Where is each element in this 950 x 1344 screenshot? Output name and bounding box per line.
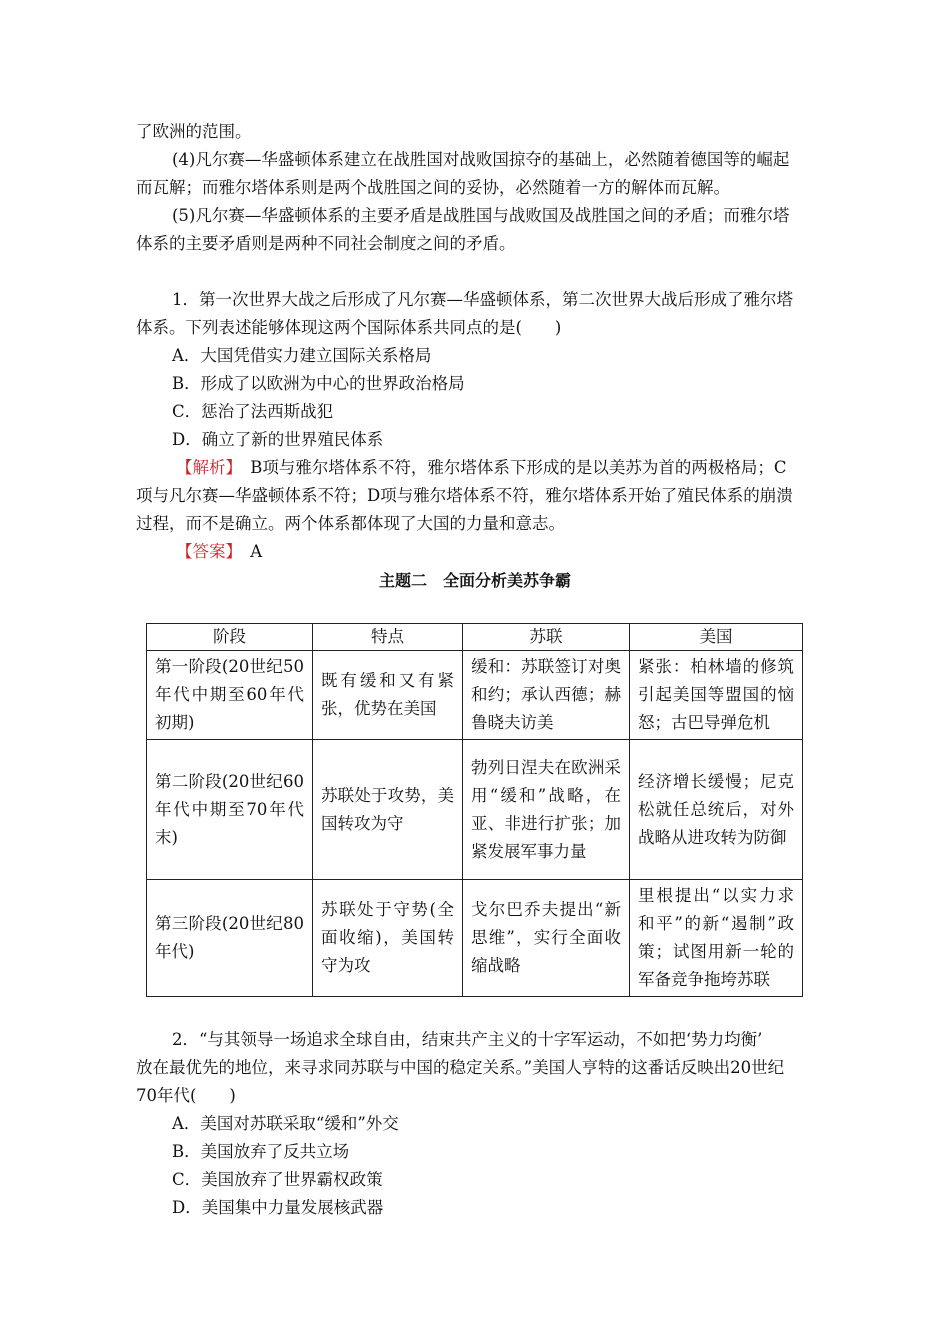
question-1-option-c: C．惩治了法西斯战犯 [172, 402, 334, 421]
table-cell: 缓和：苏联签订对奥和约；承认西德；赫鲁晓夫访美 [463, 651, 630, 740]
question-1-option-b: B．形成了以欧洲为中心的世界政治格局 [172, 374, 465, 393]
answer-line [176, 541, 262, 563]
table-cell: 苏联处于攻势，美国转攻为守 [313, 740, 463, 880]
header-ussr: 苏联 [463, 624, 630, 651]
intro-line-5: 体系的主要矛盾则是两种不同社会制度之间的矛盾。 [136, 234, 516, 253]
intro-line-4: (5)凡尔赛—华盛顿体系的主要矛盾是战胜国与战败国及战胜国之间的矛盾；而雅尔塔 [172, 206, 790, 225]
analysis-tag: 【解析】 [176, 458, 234, 477]
table-cell: 里根提出“以实力求和平”的新“遏制”政策；试图用新一轮的军备竞争拖垮苏联 [630, 880, 803, 997]
question-1-stem-line-2: 体系。下列表述能够体现这两个国际体系共同点的是( ) [136, 318, 562, 337]
question-1-option-a: A．大国凭借实力建立国际关系格局 [172, 346, 432, 365]
table-cell: 戈尔巴乔夫提出“新思维”，实行全面收缩战略 [463, 880, 630, 997]
question-2-option-a: A．美国对苏联采取“缓和”外交 [172, 1114, 399, 1133]
analysis-line-3: 过程，而不是确立。两个体系都体现了大国的力量和意志。 [136, 514, 565, 533]
section-title: 主题二 全面分析美苏争霸 [378, 571, 571, 590]
table-cell: 第二阶段(20世纪60年代中期至70年代末) [147, 740, 313, 880]
table-cell: 既有缓和又有紧张，优势在美国 [313, 651, 463, 740]
table-cell: 第三阶段(20世纪80年代) [147, 880, 313, 997]
header-stage: 阶段 [147, 624, 313, 651]
header-feature: 特点 [313, 624, 463, 651]
table-cell: 经济增长缓慢；尼克松就任总统后，对外战略从进攻转为防御 [630, 740, 803, 880]
table-cell: 第一阶段(20世纪50年代中期至60年代初期) [147, 651, 313, 740]
table-row [147, 740, 803, 880]
intro-line-1: 了欧洲的范围。 [136, 122, 252, 141]
table-cell: 紧张：柏林墙的修筑引起美国等盟国的恼怒；古巴导弹危机 [630, 651, 803, 740]
question-2-option-d: D．美国集中力量发展核武器 [172, 1198, 384, 1217]
question-1-option-d: D．确立了新的世界殖民体系 [172, 430, 384, 449]
intro-line-2: (4)凡尔赛—华盛顿体系建立在战胜国对战败国掠夺的基础上，必然随着德国等的崛起 [172, 150, 790, 169]
answer-tag: 【答案】 [176, 542, 234, 561]
table-row [147, 880, 803, 997]
question-1-stem-line-1: 1．第一次世界大战之后形成了凡尔赛—华盛顿体系，第二次世界大战后形成了雅尔塔 [172, 290, 793, 309]
analysis-line-2: 项与凡尔赛—华盛顿体系不符；D项与雅尔塔体系不符，雅尔塔体系开始了殖民体系的崩溃 [136, 486, 793, 505]
table-cell: 勃列日涅夫在欧洲采用“缓和”战略，在亚、非进行扩张；加紧发展军事力量 [463, 740, 630, 880]
analysis-line-1 [176, 457, 787, 479]
analysis-text-1: B项与雅尔塔体系不符，雅尔塔体系下形成的是以美苏为首的两极格局；C [233, 458, 787, 477]
table-cell: 苏联处于守势(全面收缩)，美国转守为攻 [313, 880, 463, 997]
question-2-stem-line-2: 放在最优先的地位，来寻求同苏联与中国的稳定关系。”美国人亨特的这番话反映出20世纪 [136, 1058, 785, 1077]
question-2-stem-line-3: 70年代( ) [136, 1086, 236, 1105]
question-2-option-b: B．美国放弃了反共立场 [172, 1142, 350, 1161]
question-2-stem-line-1: 2．“与其领导一场追求全球自由，结束共产主义的十字军运动，不如把‘势力均衡’ [172, 1030, 763, 1049]
question-2-option-c: C．美国放弃了世界霸权政策 [172, 1170, 383, 1189]
table-header-row [147, 624, 803, 651]
answer-value: A [233, 542, 263, 561]
table-row [147, 651, 803, 740]
header-usa: 美国 [630, 624, 803, 651]
comparison-table [146, 623, 803, 997]
intro-line-3: 而瓦解；而雅尔塔体系则是两个战胜国之间的妥协，必然随着一方的解体而瓦解。 [136, 178, 730, 197]
